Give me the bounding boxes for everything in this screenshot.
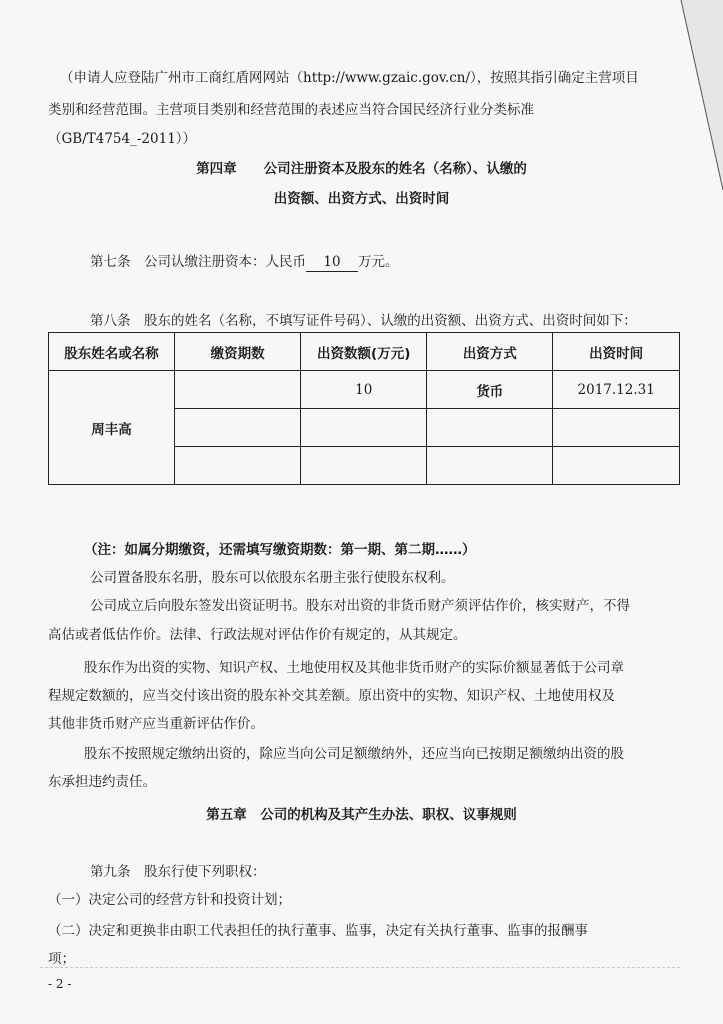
cell-time [553,447,680,485]
shareholder-table [48,332,680,485]
paragraph-4-line-2: 东承担违约责任。 [48,774,156,790]
paragraph-4-line-1: 股东不按照规定缴纳出资的，除应当向公司足额缴纳外，还应当向已按期足额缴纳出资的股 [84,746,624,762]
article-9-item-2-line-1: （二）决定和更换非由职工代表担任的执行董事、监事，决定有关执行董事、监事的报酬事 [48,923,588,939]
chapter-4-title-line-2: 出资额、出资方式、出资时间 [273,191,450,207]
table-row [49,371,680,409]
cell-method [427,447,553,485]
intro-line-1: （申请人应登陆广州市工商红盾网网站（http://www.gzaic.gov.cn/），按照其指引确定主营项目 [60,70,639,86]
paragraph-3-line-1: 股东作为出资的实物、知识产权、土地使用权及其他非货币财产的实际价额显著低于公司章 [84,660,624,676]
intro-line-3: （GB/T4754_-2011）） [48,131,197,147]
article-9: 第九条 股东行使下列职权： [90,864,266,880]
paragraph-2-line-1: 公司成立后向股东签发出资证明书。股东对出资的非货币财产须评估作价，核实财产，不得 [90,598,630,614]
chapter-5-title: 第五章 公司的机构及其产生办法、职权、议事规则 [206,807,517,823]
registered-capital-amount: 10 [306,253,358,272]
paragraph-1: 公司置备股东名册，股东可以依股东名册主张行使股东权利。 [90,570,455,586]
cell-period [175,409,301,447]
article-7-prefix: 第七条 公司认缴注册资本：人民币 [90,254,306,270]
cell-method [427,409,553,447]
article-7-suffix: 万元。 [358,254,399,270]
article-8: 第八条 股东的姓名（名称，不填写证件号码）、认缴的出资额、出资方式、出资时间如下： [90,313,637,329]
header-contribution-amount: 出资数额(万元) [301,333,427,371]
cell-amount: 10 [301,371,427,409]
cell-time [553,409,680,447]
article-9-item-1: （一）决定公司的经营方针和投资计划； [48,892,291,908]
intro-line-2: 类别和经营范围。主营项目类别和经营范围的表述应当符合国民经济行业分类标准 [48,102,534,118]
installment-note: （注：如属分期缴资，还需填写缴资期数：第一期、第二期……） [84,542,476,558]
table-header-row [49,333,680,371]
header-payment-period: 缴资期数 [175,333,301,371]
cell-period [175,371,301,409]
page-number: - 2 - [48,977,72,991]
cell-amount [301,447,427,485]
cell-amount [301,409,427,447]
paragraph-3-line-2: 程规定数额的，应当交付该出资的股东补交其差额。原出资中的实物、知识产权、土地使用权及 [48,688,615,704]
header-contribution-method: 出资方式 [427,333,553,371]
footer-divider [40,967,680,968]
cell-time: 2017.12.31 [553,371,680,409]
shareholder-name: 周丰高 [49,371,175,485]
cell-method: 货币 [427,371,553,409]
paragraph-2-line-2: 高估或者低估作价。法律、行政法规对评估作价有规定的，从其规定。 [48,627,467,643]
header-shareholder-name: 股东姓名或名称 [49,333,175,371]
chapter-4-title-line-1: 第四章 公司注册资本及股东的姓名（名称）、认缴的 [196,161,527,177]
header-contribution-time: 出资时间 [553,333,680,371]
article-7 [90,253,399,272]
paragraph-3-line-3: 其他非货币财产应当重新评估作价。 [48,716,264,732]
cell-period [175,447,301,485]
article-9-item-2-line-2: 项； [48,951,75,967]
